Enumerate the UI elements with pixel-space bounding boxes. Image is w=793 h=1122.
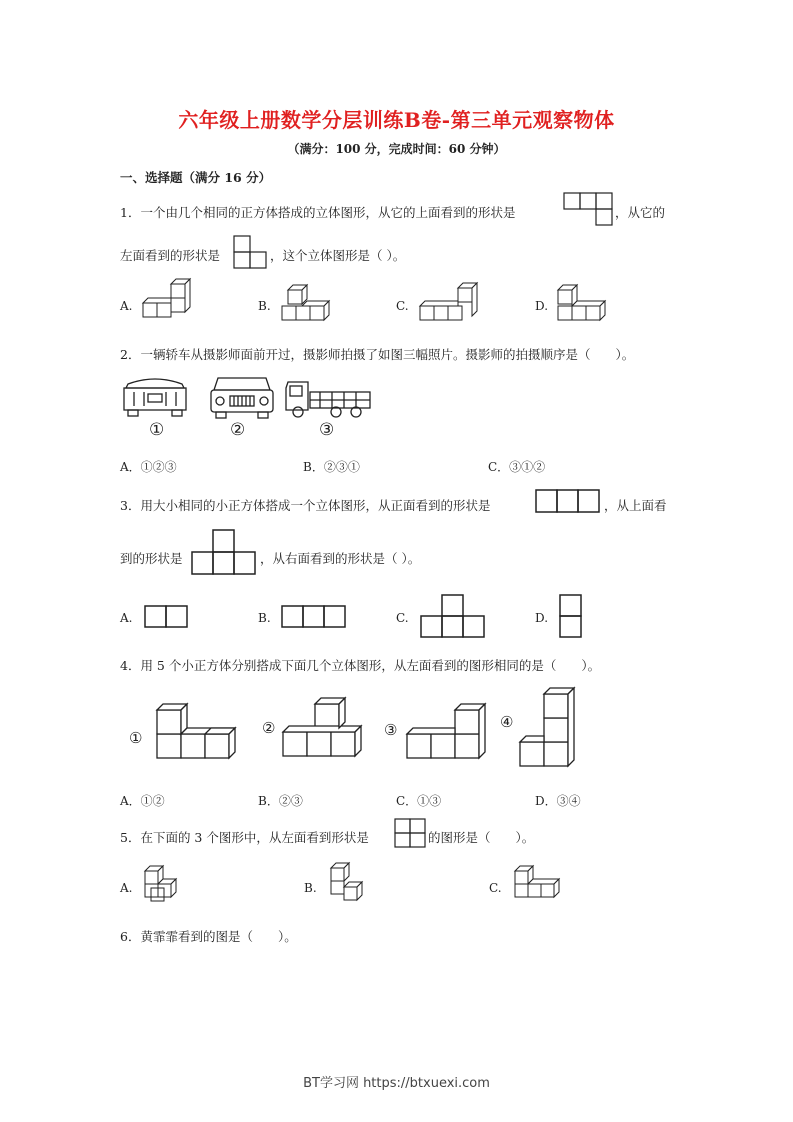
q4-option-c[interactable]: C．①③ <box>396 794 442 808</box>
q2-option-c[interactable]: C．③①② <box>488 460 546 474</box>
q3-top-view-grid <box>192 530 258 576</box>
q4-figure-label-4: ④ <box>500 713 514 731</box>
q1-option-d-label[interactable]: D. <box>535 299 549 313</box>
page-subtitle: （满分：100 分，完成时间：60 分钟） <box>287 142 506 156</box>
q3-option-b-label[interactable]: B. <box>258 611 271 625</box>
q5-option-a-label[interactable]: A. <box>120 881 133 895</box>
q4-figure-4 <box>518 688 586 770</box>
q5-left-view-grid <box>395 819 427 849</box>
q1-text-part2: ，从它的 <box>615 205 666 220</box>
q4-option-a[interactable]: A．①② <box>120 794 165 808</box>
q2-picture-label-2: ② <box>230 420 246 440</box>
q4-figure-label-1: ① <box>129 729 143 747</box>
car-rear-view-picture <box>120 374 190 424</box>
q3-option-c-label[interactable]: C. <box>396 611 409 625</box>
q2-picture-label-3: ③ <box>319 420 335 440</box>
q2-option-b[interactable]: B．②③① <box>303 460 360 474</box>
q5-option-a-figure <box>141 866 185 906</box>
q1-text-part1: 1．一个由几个相同的正方体搭成的立体图形，从它的上面看到的形状是 <box>120 205 516 220</box>
q5-text-part1: 5．在下面的 3 个图形中，从左面看到形状是 <box>120 830 369 845</box>
q1-option-b-label[interactable]: B. <box>258 299 271 313</box>
q4-option-d[interactable]: D．③④ <box>535 794 581 808</box>
q4-option-b[interactable]: B．②③ <box>258 794 303 808</box>
q4-figure-1 <box>155 700 247 762</box>
q4-figure-label-3: ③ <box>384 721 398 739</box>
q3-option-d-label[interactable]: D. <box>535 611 549 625</box>
q1-option-d-figure <box>558 286 620 326</box>
page-title: 六年级上册数学分层训练B卷-第三单元观察物体 <box>178 108 615 132</box>
q3-option-c-figure <box>421 595 487 639</box>
q3-text-part1: 3．用大小相同的小正方体搭成一个立体图形，从正面看到的形状是 <box>120 498 491 513</box>
q3-option-a-label[interactable]: A. <box>120 611 133 625</box>
q5-option-c-label[interactable]: C. <box>489 881 502 895</box>
q1-option-c-figure <box>420 284 482 326</box>
q1-top-view-grid <box>564 193 612 225</box>
q5-option-b-figure <box>327 862 373 906</box>
q5-option-b-label[interactable]: B. <box>304 881 317 895</box>
q3-text-part3: 到的形状是 <box>120 551 183 566</box>
car-front-view-picture <box>208 374 276 424</box>
q4-figure-label-2: ② <box>262 719 276 737</box>
section-heading: 一、选择题（满分 16 分） <box>120 170 272 185</box>
q1-option-a-figure <box>143 284 195 322</box>
q3-text-part2: ，从上面看 <box>604 498 667 513</box>
car-side-view-picture <box>284 374 374 424</box>
q3-option-d-figure <box>560 595 584 639</box>
q3-text-part4: ，从右面看到的形状是（ ）。 <box>260 551 421 566</box>
q3-option-a-figure <box>145 606 189 628</box>
q5-text-part2: 的图形是（ ）。 <box>428 830 535 845</box>
q2-picture-label-1: ① <box>149 420 165 440</box>
q1-left-view-grid <box>234 236 268 268</box>
q4-figure-3 <box>405 702 489 768</box>
q6-text: 6．黄霏霏看到的图是（ ）。 <box>120 929 297 944</box>
q1-text-part4: ，这个立体图形是（ ）。 <box>270 248 406 263</box>
q4-text: 4．用 5 个小正方体分别搭成下面几个立体图形，从左面看到的图形相同的是（ ）。 <box>120 658 601 673</box>
q3-front-view-grid <box>536 490 600 514</box>
q1-option-a-label[interactable]: A. <box>120 299 133 313</box>
q2-text: 2．一辆轿车从摄影师面前开过，摄影师拍摄了如图三幅照片。摄影师的拍摄顺序是（ ）。 <box>120 347 635 362</box>
footer-watermark[interactable]: BT学习网 https://btxuexi.com <box>303 1076 490 1091</box>
q1-option-b-figure <box>282 286 342 326</box>
q1-text-part3: 左面看到的形状是 <box>120 248 221 263</box>
q4-figure-2 <box>281 694 365 762</box>
q1-option-c-label[interactable]: C. <box>396 299 409 313</box>
q2-option-a[interactable]: A．①②③ <box>120 460 177 474</box>
q5-option-c-figure <box>513 866 569 906</box>
q3-option-b-figure <box>282 606 348 628</box>
